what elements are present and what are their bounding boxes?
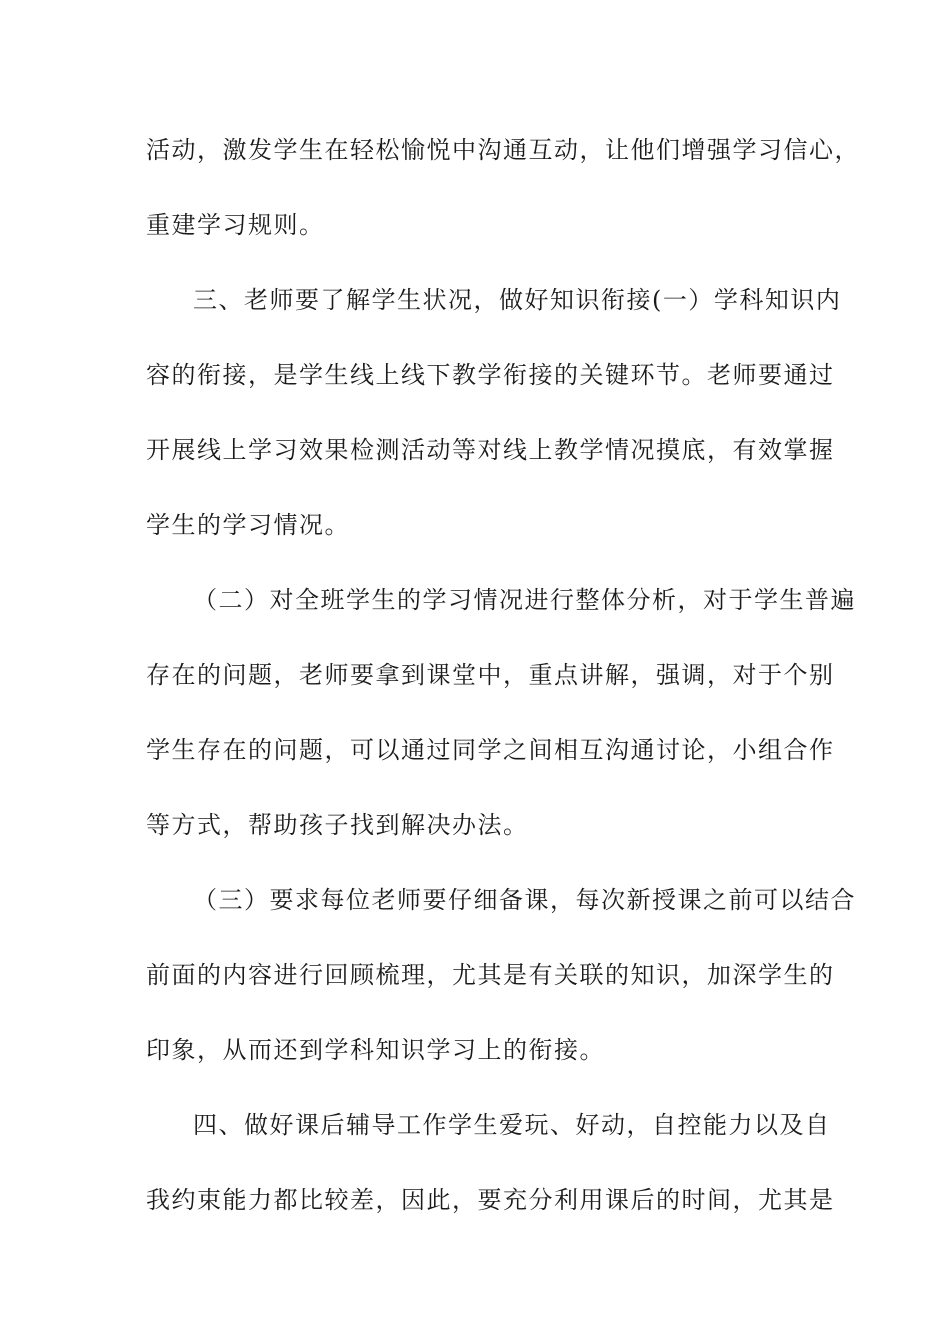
section-heading-line: 四、做好课后辅导工作学生爱玩、好动，自控能力以及自 bbox=[193, 1111, 831, 1139]
text-line: 容的衔接，是学生线上线下教学衔接的关键环节。老师要通过 bbox=[146, 361, 835, 389]
paragraph-start-line: （二）对全班学生的学习情况进行整体分析，对于学生普遍 bbox=[193, 586, 856, 614]
text-line: 存在的问题，老师要拿到课堂中，重点讲解，强调，对于个别 bbox=[146, 661, 835, 689]
text-line: 重建学习规则。 bbox=[146, 211, 325, 239]
text-line: 学生的学习情况。 bbox=[146, 511, 350, 539]
text-line: 活动，激发学生在轻松愉悦中沟通互动，让他们增强学习信心， bbox=[146, 136, 860, 164]
text-line: 学生存在的问题，可以通过同学之间相互沟通讨论，小组合作 bbox=[146, 736, 835, 764]
text-line: 印象，从而还到学科知识学习上的衔接。 bbox=[146, 1036, 605, 1064]
section-heading-line: 三、老师要了解学生状况，做好知识衔接(一）学科知识内 bbox=[193, 286, 842, 314]
paragraph-start-line: （三）要求每位老师要仔细备课，每次新授课之前可以结合 bbox=[193, 886, 856, 914]
text-line: 等方式，帮助孩子找到解决办法。 bbox=[146, 811, 529, 839]
text-line: 前面的内容进行回顾梳理，尤其是有关联的知识，加深学生的 bbox=[146, 961, 835, 989]
text-line: 开展线上学习效果检测活动等对线上教学情况摸底，有效掌握 bbox=[146, 436, 835, 464]
text-line: 我约束能力都比较差，因此，要充分利用课后的时间，尤其是 bbox=[146, 1186, 835, 1214]
